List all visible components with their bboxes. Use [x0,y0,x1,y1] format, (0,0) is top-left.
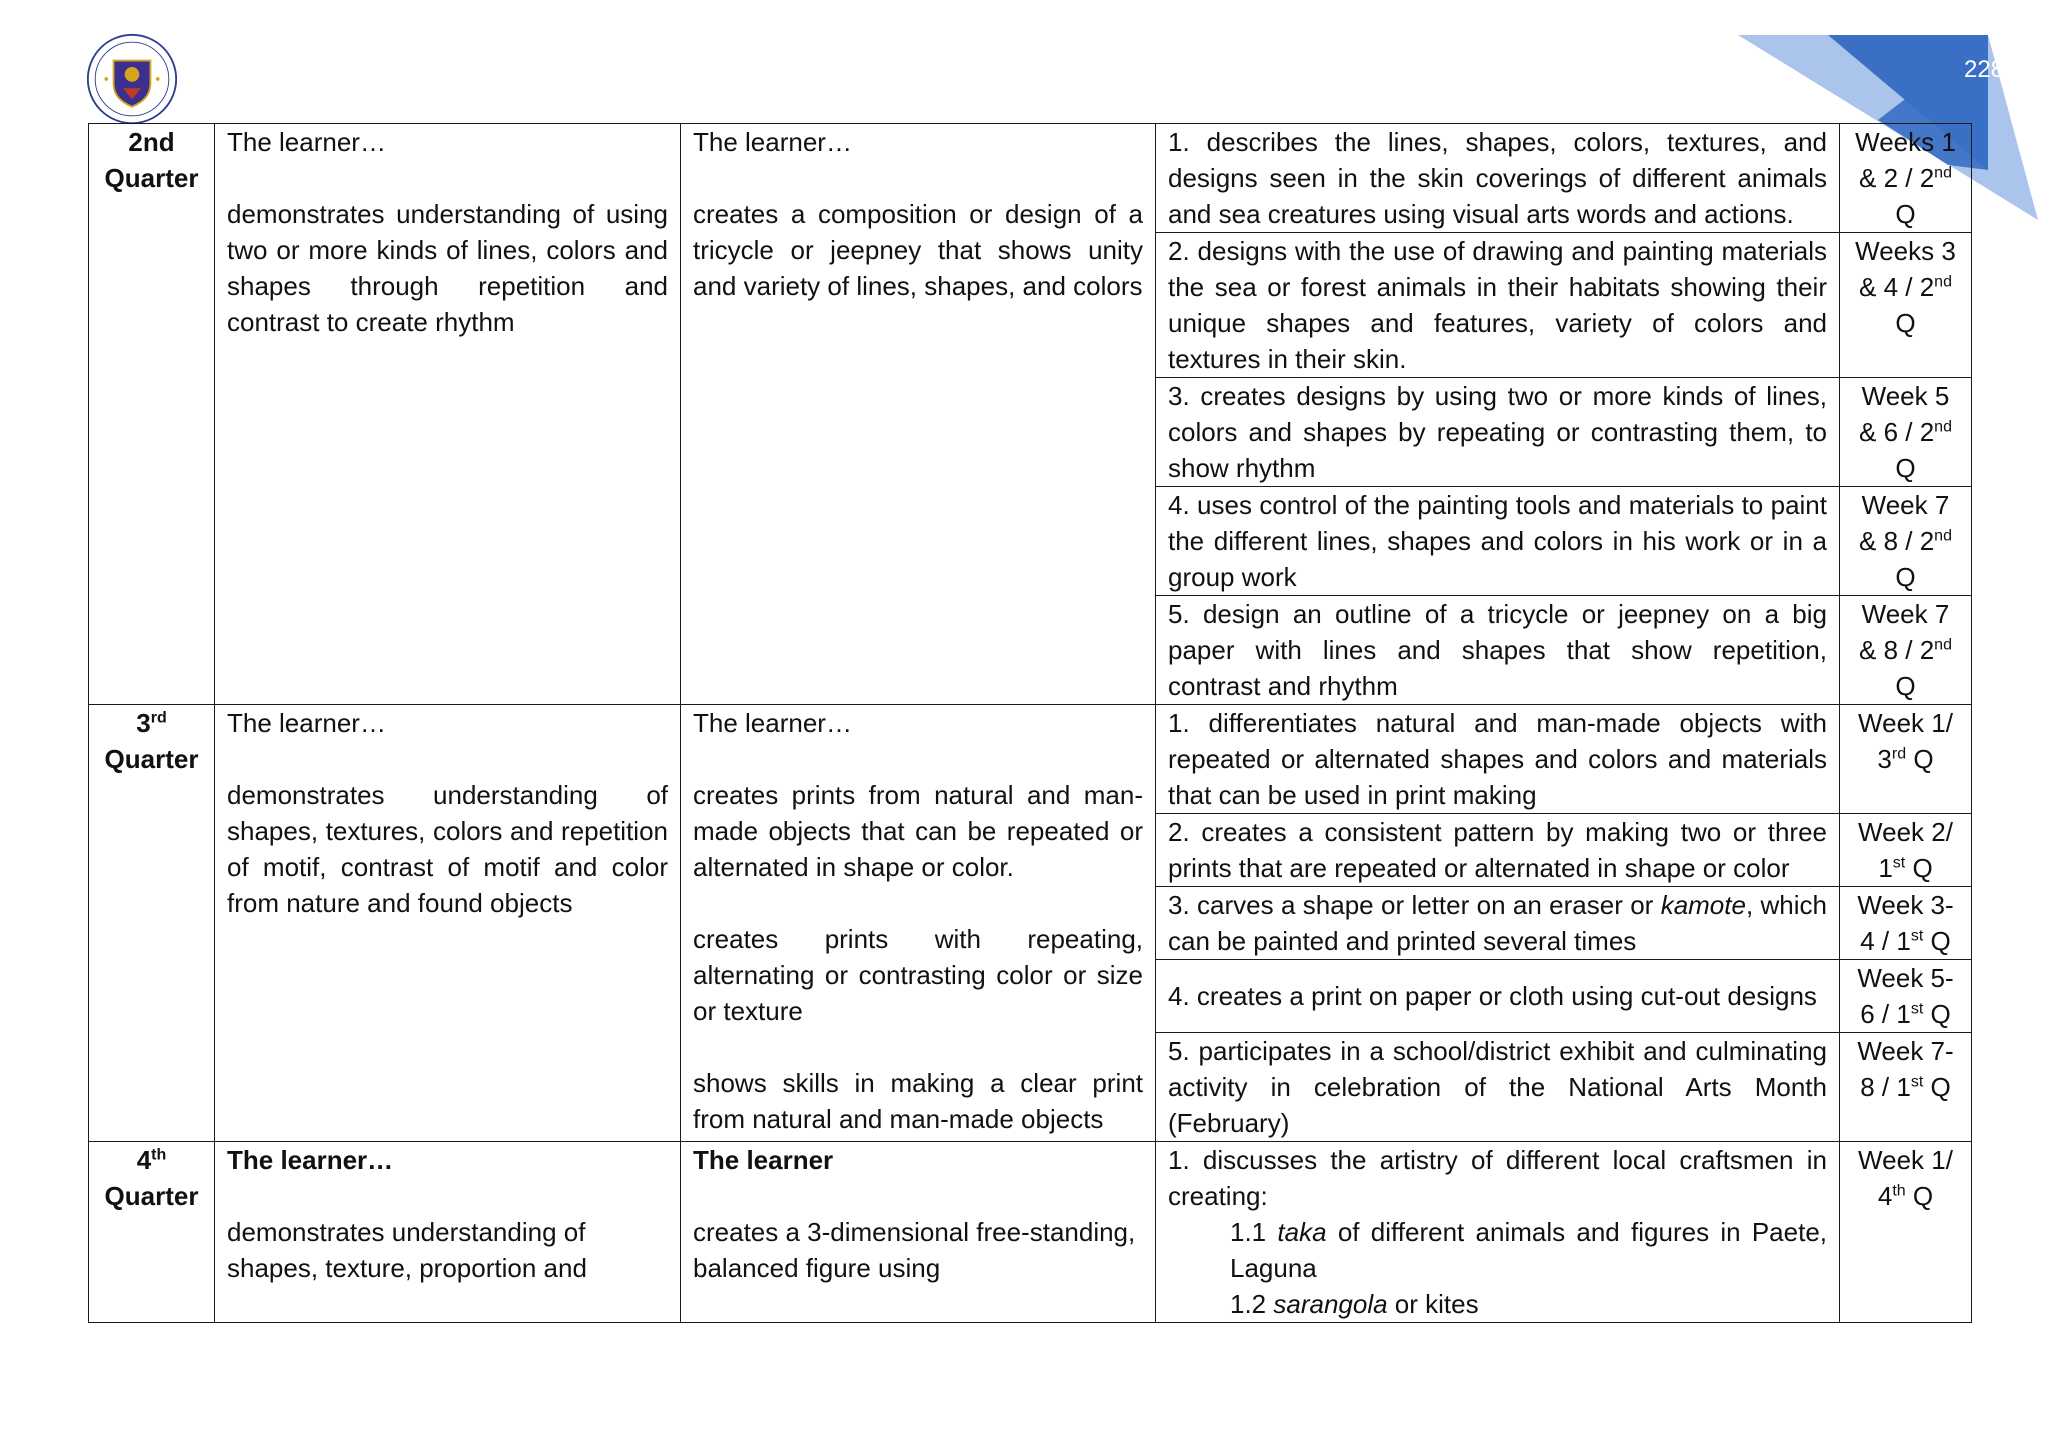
page-number: 228 [1963,56,2005,83]
competency-cell: 1. differentiates natural and man-made objects with repeated or alternated shapes and colors and materials that can be used in print making [1156,705,1840,814]
competency-cell: 5. participates in a school/district exhibit and culminating activity in celebration of the National Arts Month (February) [1156,1033,1840,1142]
competency-cell: 1. discusses the artistry of different local craftsmen in creating: 1.1 taka of different animals and figures in Paete, Laguna 1.2 sarangola or kites [1156,1142,1840,1323]
content-standard: The learner… demonstrates understanding of shapes, textures, colors and repetition of motif, contrast of motif and color from nature and found objects [215,705,681,1142]
quarter-label: 3rd Quarter [89,705,215,1142]
week-cell: Week 2/ 1st Q [1840,814,1972,887]
week-cell: Week 5 & 6 / 2nd Q [1840,378,1972,487]
week-cell: Week 7 & 8 / 2nd Q [1840,596,1972,705]
week-cell: Week 5- 6 / 1st Q [1840,960,1972,1033]
table-row [89,124,1972,233]
competency-cell: 1. describes the lines, shapes, colors, textures, and designs seen in the skin coverings of different animals and sea creatures using visual arts words and actions. [1156,124,1840,233]
performance-standard: The learner creates a 3-dimensional free-standing, balanced figure using [681,1142,1156,1323]
week-cell: Week 7- 8 / 1st Q [1840,1033,1972,1142]
competency-cell: 4. uses control of the painting tools and materials to paint the different lines, shapes and colors in his work or in a group work [1156,487,1840,596]
performance-standard: The learner… creates a composition or design of a tricycle or jeepney that shows unity and variety of lines, shapes, and colors [681,124,1156,705]
competency-cell: 2. designs with the use of drawing and painting materials the sea or forest animals in their habitats showing their unique shapes and features, variety of colors and textures in their skin. [1156,233,1840,378]
table-row [89,705,1972,814]
table-row [89,1142,1972,1323]
week-cell: Weeks 1 & 2 / 2nd Q [1840,124,1972,233]
competency-cell: 5. design an outline of a tricycle or jeepney on a big paper with lines and shapes that show repetition, contrast and rhythm [1156,596,1840,705]
quarter-label: 2nd Quarter [89,124,215,705]
competency-cell: 4. creates a print on paper or cloth using cut-out designs [1156,960,1840,1033]
curriculum-table [88,123,1972,1323]
competency-cell: 3. carves a shape or letter on an eraser or kamote, which can be painted and printed several times [1156,887,1840,960]
week-cell: Week 7 & 8 / 2nd Q [1840,487,1972,596]
competency-cell: 2. creates a consistent pattern by making two or three prints that are repeated or alternated in shape or color [1156,814,1840,887]
sub-competency: 1.1 taka of different animals and figures in Paete, Laguna [1230,1217,1828,1283]
performance-standard: The learner… creates prints from natural and man-made objects that can be repeated or alternated in shape or color. creates prints with repeating, alternating or contrasting color or size or texture shows skills in making a clear print from natural and man-made objects [681,705,1156,1142]
week-cell: Week 1/ 3rd Q [1840,705,1972,814]
deped-seal-icon [86,33,178,125]
week-cell: Week 3- 4 / 1st Q [1840,887,1972,960]
competency-cell: 3. creates designs by using two or more kinds of lines, colors and shapes by repeating or contrasting them, to show rhythm [1156,378,1840,487]
week-cell: Weeks 3 & 4 / 2nd Q [1840,233,1972,378]
quarter-label: 4th Quarter [89,1142,215,1323]
content-standard: The learner… demonstrates understanding of using two or more kinds of lines, colors and shapes through repetition and contrast to create rhythm [215,124,681,705]
week-cell: Week 1/ 4th Q [1840,1142,1972,1323]
sub-competency: 1.2 sarangola or kites [1230,1289,1479,1319]
content-standard: The learner… demonstrates understanding of shapes, texture, proportion and [215,1142,681,1323]
